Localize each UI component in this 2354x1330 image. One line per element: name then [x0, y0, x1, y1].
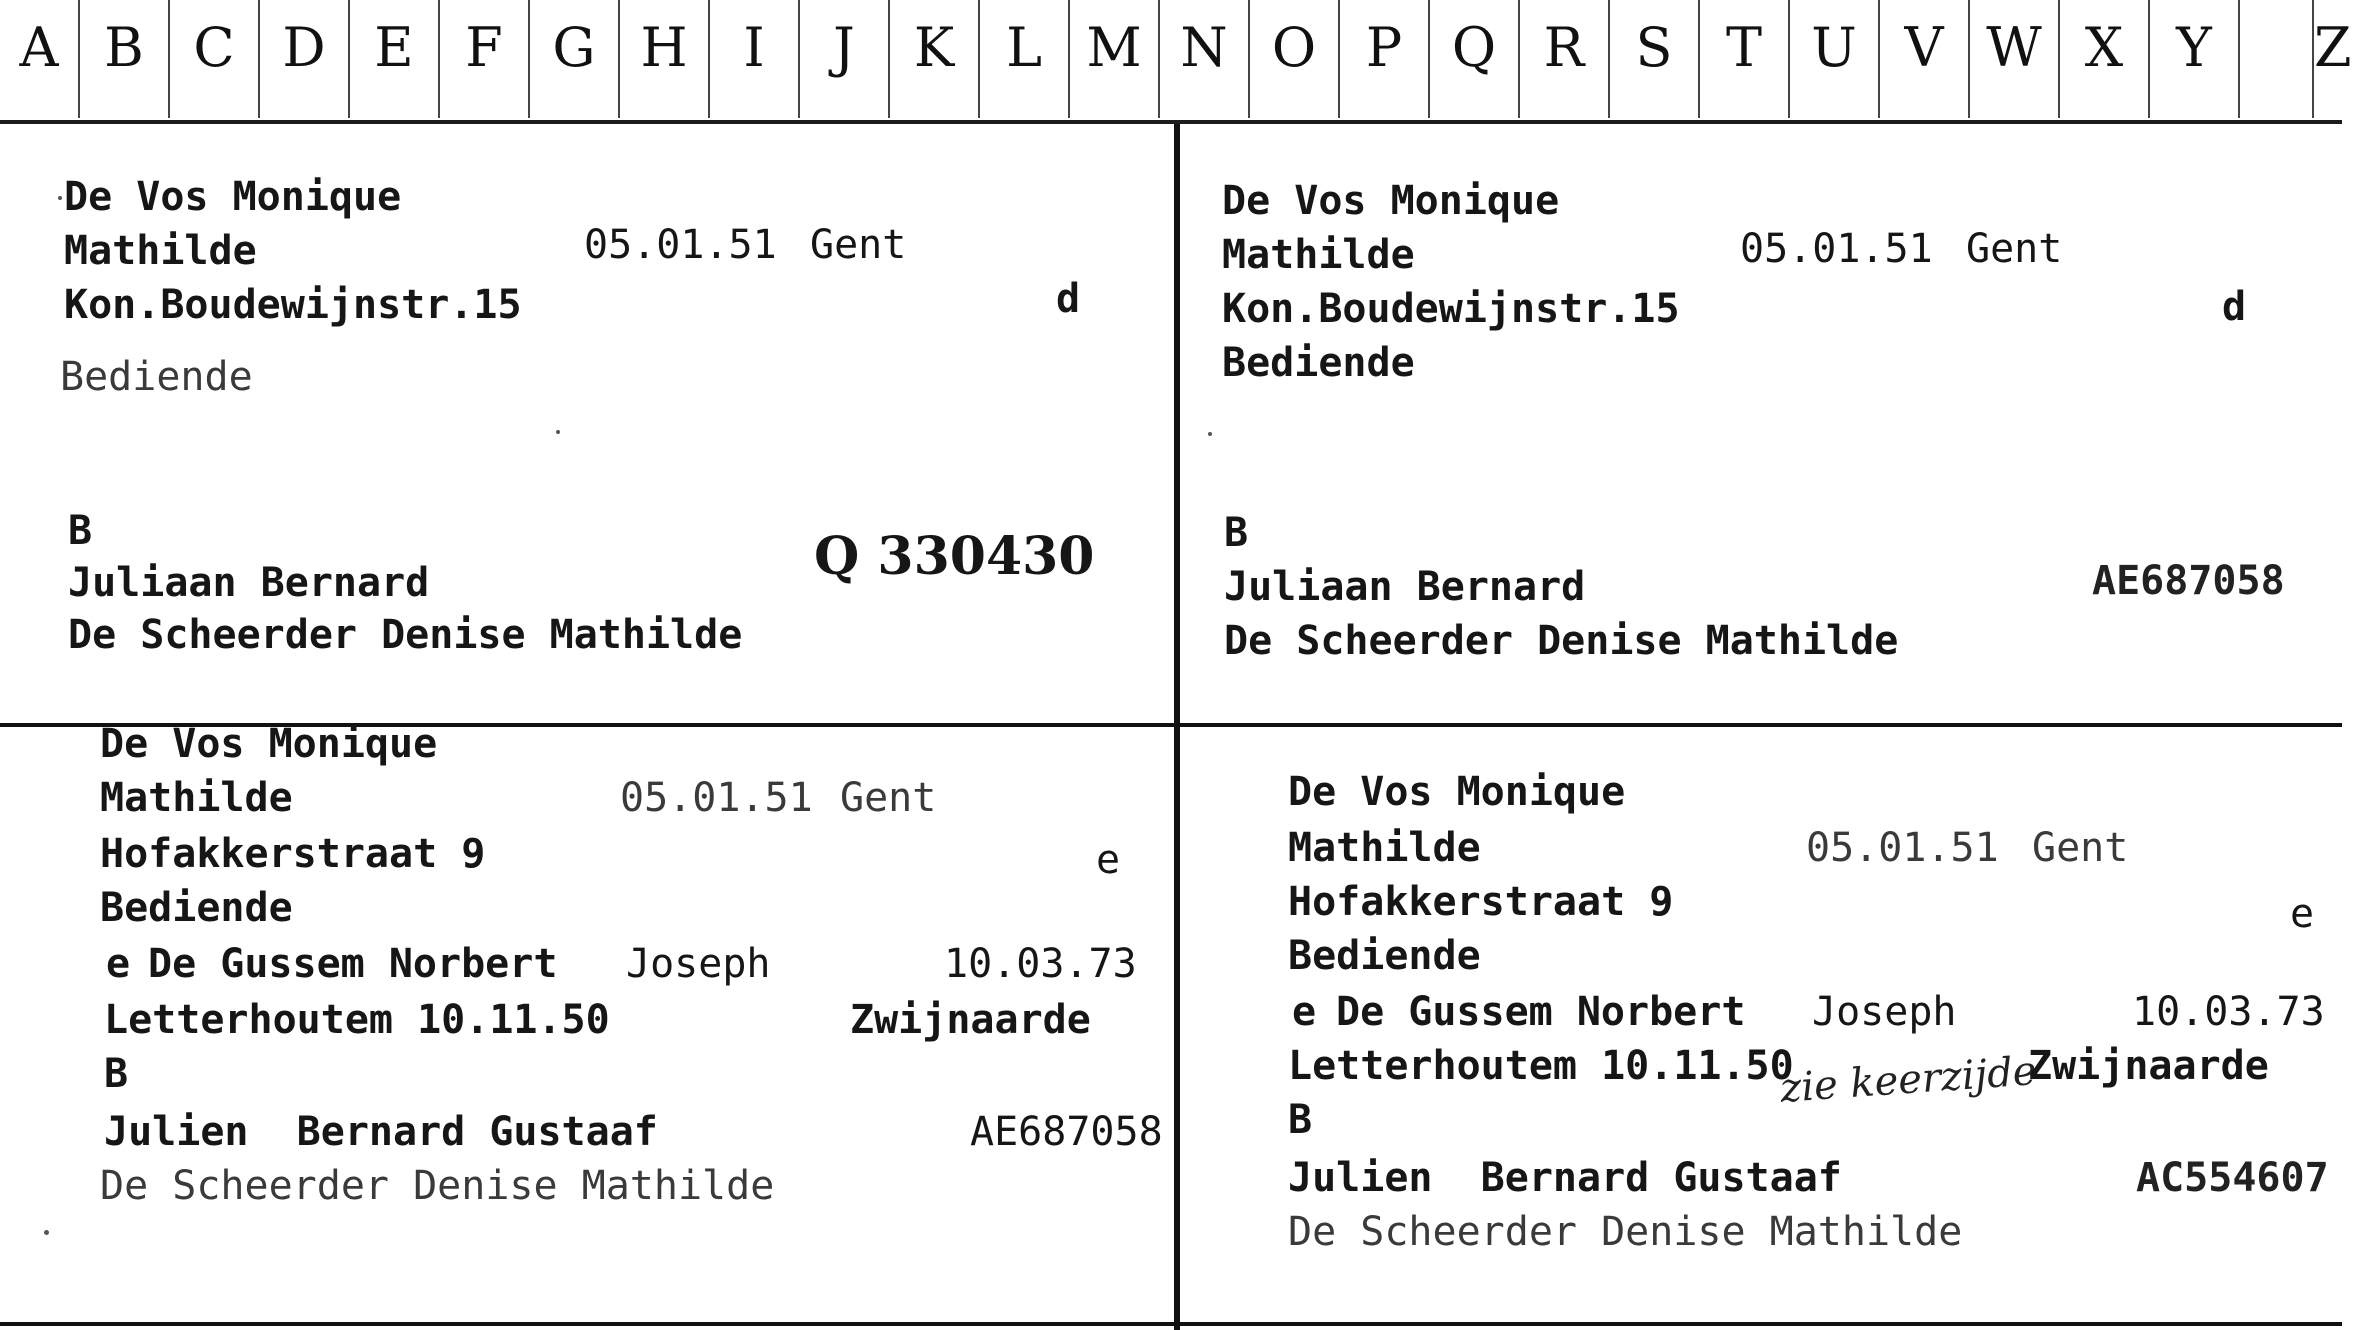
index-card-bottom-right	[1180, 727, 2342, 1322]
card-mother: De Scheerder Denise Mathilde	[1288, 1209, 1963, 1255]
card-surname: De Vos Monique	[100, 721, 438, 767]
card-occupation: Bediende	[60, 354, 253, 400]
tab-letter-s: S	[1635, 16, 1673, 79]
card-father: Juliaan Bernard	[68, 560, 430, 606]
tab-letter-n: N	[1180, 16, 1228, 79]
card-number: AE687058	[2092, 558, 2285, 604]
card-marriage-place: Zwijnaarde	[850, 997, 1091, 1043]
card-father: Julien Bernard Gustaaf	[1288, 1155, 1842, 1201]
card-given-name: Mathilde	[1222, 232, 1415, 278]
card-address: Kon.Boudewijnstr.15	[64, 282, 522, 328]
card-marriage-place: Zwijnaarde	[2028, 1043, 2269, 1089]
card-number: AE687058	[970, 1109, 1163, 1155]
card-mark: e	[1096, 837, 1121, 883]
card-father: Juliaan Bernard	[1224, 564, 1586, 610]
card-address: Kon.Boudewijnstr.15	[1222, 286, 1680, 332]
card-letter: B	[1288, 1097, 1313, 1143]
card-mother: De Scheerder Denise Mathilde	[68, 612, 743, 658]
tab-letter-f: F	[465, 16, 503, 79]
tab-letter-m: M	[1086, 16, 1142, 79]
scan-speck	[44, 1230, 49, 1235]
card-birth-date: 05.01.51	[584, 222, 777, 268]
tab-letter-y: Y	[2176, 16, 2212, 79]
card-mark: d	[1056, 276, 1081, 322]
card-given-name: Mathilde	[100, 775, 293, 821]
tab-letter-c: C	[193, 16, 235, 79]
card-spouse-birth: Letterhoutem 10.11.50	[1288, 1043, 1794, 1089]
card-surname: De Vos Monique	[1288, 769, 1626, 815]
card-occupation: Bediende	[1288, 933, 1481, 979]
card-given-name: Mathilde	[64, 228, 257, 274]
scan-speck	[1208, 432, 1212, 436]
card-occupation: Bediende	[1222, 340, 1415, 386]
tab-letter-d: D	[282, 16, 326, 79]
index-card-top-left	[0, 124, 1174, 723]
card-address: Hofakkerstraat 9	[100, 831, 486, 877]
card-surname: De Vos Monique	[64, 174, 402, 220]
card-letter: B	[104, 1051, 129, 1097]
scan-speck	[556, 430, 560, 434]
tab-letter-q: Q	[1451, 16, 1497, 79]
card-spouse-given: Joseph	[1812, 989, 1957, 1035]
card-marriage-date: 10.03.73	[944, 941, 1137, 987]
card-birth-place: Gent	[1966, 226, 2063, 272]
index-card-top-right	[1180, 124, 2342, 723]
card-birth-place: Gent	[2032, 825, 2129, 871]
card-mother: De Scheerder Denise Mathilde	[100, 1163, 775, 1209]
scan-speck	[58, 196, 62, 200]
card-bottom-rule	[0, 1322, 2342, 1326]
tab-letter-w: W	[1986, 16, 2042, 79]
tab-letter-i: I	[743, 16, 765, 79]
card-mark: e	[2290, 891, 2315, 937]
index-card-bottom-left	[0, 721, 1174, 1322]
alphabet-index-header	[0, 0, 2352, 120]
card-occupation: Bediende	[100, 885, 293, 931]
tab-divider	[2238, 0, 2240, 118]
tab-letter-h: H	[640, 16, 688, 79]
tab-letter-v: V	[1904, 16, 1944, 79]
card-birth-place: Gent	[810, 222, 907, 268]
card-number: AC554607	[2136, 1155, 2329, 1201]
card-spouse-birth: Letterhoutem 10.11.50	[104, 997, 610, 1043]
card-number: Q 330430	[814, 526, 1095, 587]
card-birth-date: 05.01.51	[620, 775, 813, 821]
tab-letter-g: G	[552, 16, 596, 79]
tab-letter-j: J	[833, 16, 855, 79]
card-letter: B	[68, 508, 93, 554]
card-father: Julien Bernard Gustaaf	[104, 1109, 658, 1155]
tab-letter-l: L	[1006, 16, 1042, 79]
card-spouse-name: De Gussem Norbert	[1336, 989, 1746, 1035]
card-letter: B	[1224, 510, 1249, 556]
tab-letter-a: A	[19, 16, 59, 79]
card-spouse-prefix: e	[1292, 989, 1317, 1035]
tab-letter-u: U	[1811, 16, 1857, 79]
card-birth-date: 05.01.51	[1740, 226, 1933, 272]
card-handwritten-note: zie keerzijde	[1778, 1048, 2038, 1112]
card-spouse-prefix: e	[106, 941, 131, 987]
card-surname: De Vos Monique	[1222, 178, 1560, 224]
card-spouse-given: Joseph	[626, 941, 771, 987]
tab-letter-x: X	[2084, 16, 2124, 79]
card-given-name: Mathilde	[1288, 825, 1481, 871]
tab-letter-e: E	[374, 16, 414, 79]
tab-letter-r: R	[1543, 16, 1585, 79]
card-mother: De Scheerder Denise Mathilde	[1224, 618, 1899, 664]
card-mark: d	[2222, 284, 2247, 330]
tab-letter-b: B	[104, 16, 144, 79]
tab-letter-t: T	[1725, 16, 1763, 79]
card-birth-date: 05.01.51	[1806, 825, 1999, 871]
card-address: Hofakkerstraat 9	[1288, 879, 1674, 925]
card-birth-place: Gent	[840, 775, 937, 821]
card-spouse-name: De Gussem Norbert	[148, 941, 558, 987]
tab-letter-z: Z	[2314, 16, 2352, 79]
tab-letter-p: P	[1365, 16, 1403, 79]
tab-letter-o: O	[1271, 16, 1317, 79]
tab-letter-k: K	[913, 16, 955, 79]
card-marriage-date: 10.03.73	[2132, 989, 2325, 1035]
